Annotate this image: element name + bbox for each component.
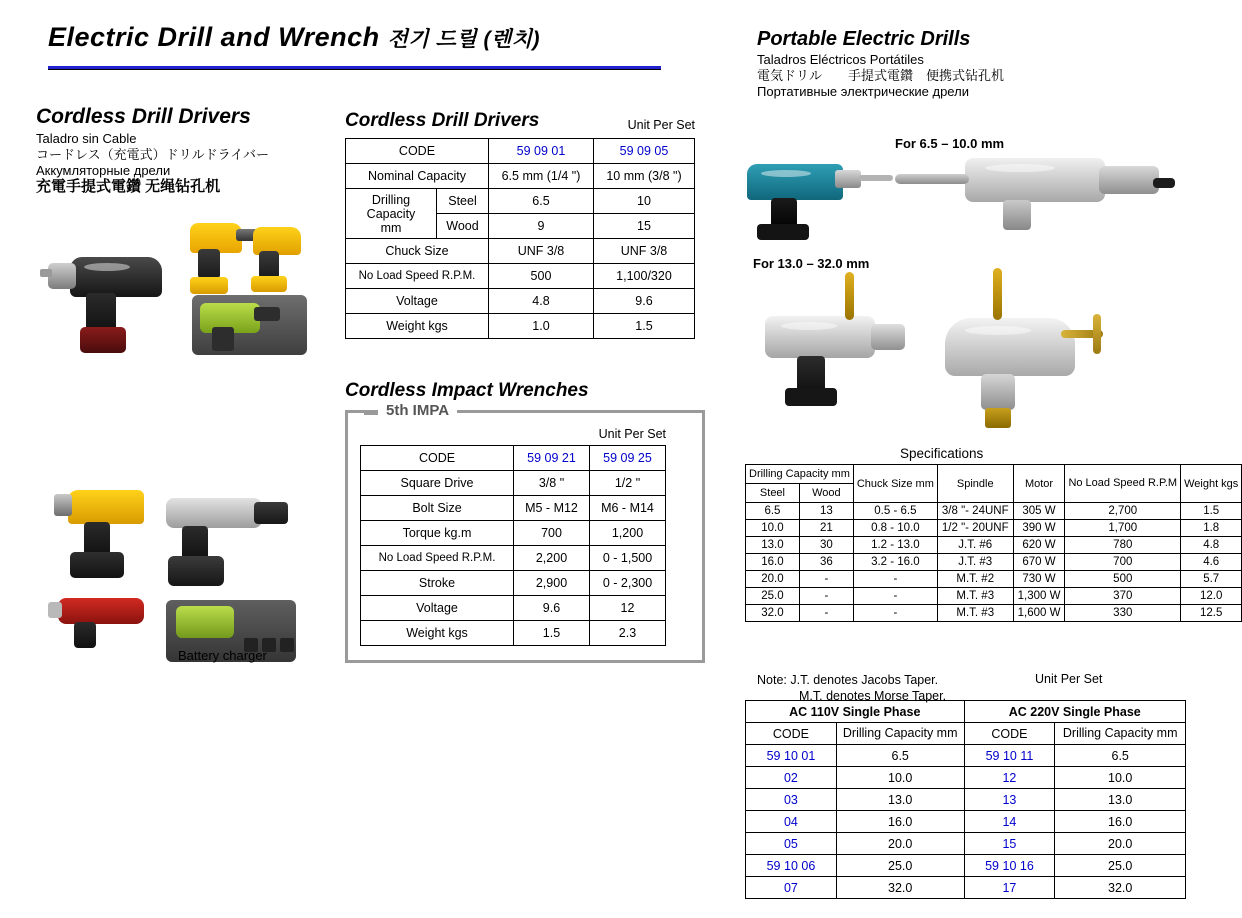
spec-hdr-wood: Wood — [799, 484, 853, 503]
ac-cell-code: 13 — [964, 789, 1055, 811]
ciw-cell: M5 - M12 — [514, 496, 590, 521]
ac-cell-code: 04 — [746, 811, 837, 833]
ac-cell-code: 14 — [964, 811, 1055, 833]
ac-group-110: AC 110V Single Phase — [746, 701, 965, 723]
ciw-row-label: Square Drive — [361, 471, 514, 496]
table-row — [746, 789, 1186, 811]
spec-cell: 700 — [1065, 554, 1181, 571]
ac-cell-code: 59 10 16 — [964, 855, 1055, 877]
ac-code-table — [745, 700, 1186, 899]
cdd-code-2: 59 09 05 — [593, 139, 694, 164]
ciw-table — [360, 445, 666, 646]
cordless-impact-wrenches-block — [345, 380, 700, 663]
right-subtitle-ru: Портативные электрические дрели — [757, 84, 969, 99]
cdd-cell: 1,100/320 — [593, 264, 694, 289]
table-row — [746, 877, 1186, 899]
cdd-cell: UNF 3/8 — [593, 239, 694, 264]
spec-cell: M.T. #3 — [937, 605, 1013, 622]
portable-electric-drills-heading — [757, 28, 1177, 100]
spec-cell: 1.2 - 13.0 — [853, 537, 937, 554]
cdd-cell: 1.0 — [488, 314, 593, 339]
photo-cordless-impact-wrenches — [48, 480, 328, 660]
ac-cell-code: 07 — [746, 877, 837, 899]
table-row — [346, 139, 695, 164]
spec-cell: 36 — [799, 554, 853, 571]
table-row — [746, 503, 1242, 520]
table-header-row — [746, 701, 1186, 723]
spec-cell: 620 W — [1013, 537, 1065, 554]
left-subtitle-ja: コードレス（充電式）ドリルドライバー — [36, 147, 269, 162]
spec-hdr-motor: Motor — [1013, 465, 1065, 503]
spec-cell: 1,300 W — [1013, 588, 1065, 605]
cdd-code-1: 59 09 01 — [488, 139, 593, 164]
spec-hdr-speed: No Load Speed R.P.M — [1065, 465, 1181, 503]
spec-cell: 21 — [799, 520, 853, 537]
table-row — [346, 314, 695, 339]
ciw-cell: 2,200 — [514, 546, 590, 571]
spec-cell: M.T. #3 — [937, 588, 1013, 605]
ciw-code-1: 59 09 21 — [514, 446, 590, 471]
left-subtitle-zh: 充電手提式電鑽 无绳钻孔机 — [36, 178, 221, 195]
ciw-cell: 0 - 1,500 — [590, 546, 666, 571]
spec-cell: 12.0 — [1181, 588, 1242, 605]
spec-cell: 5.7 — [1181, 571, 1242, 588]
ac-cell-code: 05 — [746, 833, 837, 855]
cordless-drill-drivers-table-block — [345, 110, 695, 339]
spec-cell: 25.0 — [746, 588, 800, 605]
spec-cell: 30 — [799, 537, 853, 554]
cdd-sub-wood: Wood — [437, 214, 489, 239]
spec-cell: 780 — [1065, 537, 1181, 554]
spec-cell: 390 W — [1013, 520, 1065, 537]
spec-cell: 2,700 — [1065, 503, 1181, 520]
spec-cell: 670 W — [1013, 554, 1065, 571]
ac-cell-code: 12 — [964, 767, 1055, 789]
photo-portable-drills-large — [745, 268, 1175, 438]
spec-cell: 1.8 — [1181, 520, 1242, 537]
cdd-cell: 10 — [593, 189, 694, 214]
ciw-unit-per-set: Unit Per Set — [598, 427, 666, 441]
spec-cell: 16.0 — [746, 554, 800, 571]
ac-unit-per-set: Unit Per Set — [1035, 672, 1103, 686]
ac-cell-cap: 32.0 — [1055, 877, 1186, 899]
ac-cell-code: 03 — [746, 789, 837, 811]
ac-cell-cap: 16.0 — [836, 811, 964, 833]
spec-cell: 10.0 — [746, 520, 800, 537]
ciw-cell: 1,200 — [590, 521, 666, 546]
cdd-cell: 9.6 — [593, 289, 694, 314]
ciw-row-label: No Load Speed R.P.M. — [361, 546, 514, 571]
table-row — [361, 596, 666, 621]
ciw-cell: 700 — [514, 521, 590, 546]
ac-code-table-wrap — [745, 700, 1186, 899]
ac-cell-code: 59 10 11 — [964, 745, 1055, 767]
page-title-en: Electric Drill and Wrench — [48, 22, 380, 52]
cdd-drilling-capacity-label: Drilling Capacity mm — [346, 189, 437, 239]
ciw-cell: 2.3 — [590, 621, 666, 646]
table-row — [361, 571, 666, 596]
header-rule — [48, 66, 661, 70]
spec-cell: - — [799, 605, 853, 622]
cdd-title: Cordless Drill Drivers — [345, 110, 540, 131]
page-title — [48, 22, 708, 53]
cdd-sub-steel: Steel — [437, 189, 489, 214]
cdd-cell: 1.5 — [593, 314, 694, 339]
ac-cell-cap: 32.0 — [836, 877, 964, 899]
ac-cell-cap: 6.5 — [836, 745, 964, 767]
ciw-row-label: Voltage — [361, 596, 514, 621]
spec-note-line1: Note: J.T. denotes Jacobs Taper. — [757, 673, 939, 687]
ac-cell-cap: 20.0 — [836, 833, 964, 855]
spec-cell: M.T. #2 — [937, 571, 1013, 588]
table-row — [746, 520, 1242, 537]
table-header-row — [746, 723, 1186, 745]
ac-cell-code: 59 10 01 — [746, 745, 837, 767]
table-row — [361, 446, 666, 471]
table-row — [361, 521, 666, 546]
spec-cell: 1,600 W — [1013, 605, 1065, 622]
table-row — [346, 189, 695, 214]
spec-cell: - — [799, 571, 853, 588]
table-row — [346, 264, 695, 289]
table-row — [361, 621, 666, 646]
ciw-cell: 1/2 " — [590, 471, 666, 496]
ac-col-cap-220: Drilling Capacity mm — [1055, 723, 1186, 745]
table-header-row — [746, 465, 1242, 484]
ac-cell-code: 59 10 06 — [746, 855, 837, 877]
spec-cell: 3/8 "- 24UNF — [937, 503, 1013, 520]
ac-cell-cap: 13.0 — [1055, 789, 1186, 811]
spec-note-line2: M.T. denotes Morse Taper. — [799, 689, 947, 703]
spec-hdr-weight: Weight kgs — [1181, 465, 1242, 503]
table-row — [746, 811, 1186, 833]
spec-cell: 4.6 — [1181, 554, 1242, 571]
cdd-cell: 4.8 — [488, 289, 593, 314]
photo-portable-drills-small — [735, 148, 1175, 248]
table-row — [746, 554, 1242, 571]
spec-cell: 3.2 - 16.0 — [853, 554, 937, 571]
left-subtitle-ru: Аккумляторные дрели — [36, 163, 171, 178]
page-header — [48, 22, 708, 53]
spec-cell: 4.8 — [1181, 537, 1242, 554]
cdd-table — [345, 138, 695, 339]
table-row — [746, 571, 1242, 588]
spec-cell: 1,700 — [1065, 520, 1181, 537]
spec-cell: - — [853, 605, 937, 622]
ac-cell-cap: 10.0 — [836, 767, 964, 789]
table-row — [361, 471, 666, 496]
impa-frame — [345, 402, 705, 663]
ac-cell-code: 02 — [746, 767, 837, 789]
spec-cell: 0.5 - 6.5 — [853, 503, 937, 520]
spec-cell: 12.5 — [1181, 605, 1242, 622]
spec-cell: 6.5 — [746, 503, 800, 520]
ac-cell-cap: 20.0 — [1055, 833, 1186, 855]
spec-cell: 330 — [1065, 605, 1181, 622]
spec-cell: J.T. #6 — [937, 537, 1013, 554]
ac-cell-code: 15 — [964, 833, 1055, 855]
spec-cell: 730 W — [1013, 571, 1065, 588]
cdd-row-label: Voltage — [346, 289, 489, 314]
spec-cell: 32.0 — [746, 605, 800, 622]
specifications-table-wrap — [745, 464, 1242, 622]
left-section-title: Cordless Drill Drivers — [36, 105, 251, 128]
ciw-cell: M6 - M14 — [590, 496, 666, 521]
specifications-caption: Specifications — [900, 446, 984, 461]
ac-cell-cap: 16.0 — [1055, 811, 1186, 833]
left-subtitle-es: Taladro sin Cable — [36, 131, 137, 146]
cdd-row-label: CODE — [346, 139, 489, 164]
table-row — [346, 239, 695, 264]
table-row — [346, 289, 695, 314]
table-row — [746, 588, 1242, 605]
cdd-cell: 15 — [593, 214, 694, 239]
spec-cell: 13 — [799, 503, 853, 520]
cdd-cell: 500 — [488, 264, 593, 289]
photo-label-13-32mm: For 13.0 – 32.0 mm — [753, 256, 870, 271]
ac-cell-code: 17 — [964, 877, 1055, 899]
cdd-row-label: Weight kgs — [346, 314, 489, 339]
cdd-row-label: No Load Speed R.P.M. — [346, 264, 489, 289]
cdd-row-label: Nominal Capacity — [346, 164, 489, 189]
spec-cell: 20.0 — [746, 571, 800, 588]
table-row — [746, 745, 1186, 767]
spec-cell: 0.8 - 10.0 — [853, 520, 937, 537]
photo-label-6-10mm: For 6.5 – 10.0 mm — [895, 136, 1005, 151]
impa-badge-line — [364, 412, 378, 415]
ac-col-cap-110: Drilling Capacity mm — [836, 723, 964, 745]
cordless-drill-drivers-heading — [36, 105, 326, 195]
ciw-cell: 0 - 2,300 — [590, 571, 666, 596]
ciw-cell: 2,900 — [514, 571, 590, 596]
spec-hdr-steel: Steel — [746, 484, 800, 503]
ciw-row-label: Torque kg.m — [361, 521, 514, 546]
specifications-table — [745, 464, 1242, 622]
right-section-title: Portable Electric Drills — [757, 28, 971, 50]
cdd-cell: 10 mm (3/8 ") — [593, 164, 694, 189]
spec-hdr-spindle: Spindle — [937, 465, 1013, 503]
page-title-kr: 전기 드릴 (렌치) — [387, 28, 540, 51]
table-row — [746, 833, 1186, 855]
right-subtitle-es: Taladros Eléctricos Portátiles — [757, 52, 924, 67]
ac-group-220: AC 220V Single Phase — [964, 701, 1186, 723]
table-row — [746, 605, 1242, 622]
spec-cell: 1.5 — [1181, 503, 1242, 520]
spec-cell: 370 — [1065, 588, 1181, 605]
spec-cell: 1/2 "- 20UNF — [937, 520, 1013, 537]
photo-cordless-drill-drivers — [40, 215, 330, 360]
cdd-cell: 9 — [488, 214, 593, 239]
cdd-cell: UNF 3/8 — [488, 239, 593, 264]
spec-cell: - — [853, 588, 937, 605]
table-row — [361, 546, 666, 571]
table-row — [346, 164, 695, 189]
spec-hdr-chuck: Chuck Size mm — [853, 465, 937, 503]
spec-cell: 500 — [1065, 571, 1181, 588]
spec-cell: 305 W — [1013, 503, 1065, 520]
impa-badge: 5th IMPA — [378, 402, 457, 419]
spec-cell: - — [853, 571, 937, 588]
table-row — [746, 855, 1186, 877]
ciw-row-label: Stroke — [361, 571, 514, 596]
table-row — [361, 496, 666, 521]
ac-cell-cap: 25.0 — [836, 855, 964, 877]
cdd-cell: 6.5 — [488, 189, 593, 214]
ciw-title: Cordless Impact Wrenches — [345, 380, 589, 401]
ciw-code-2: 59 09 25 — [590, 446, 666, 471]
spec-hdr-drilling: Drilling Capacity mm — [746, 465, 854, 484]
ac-cell-cap: 10.0 — [1055, 767, 1186, 789]
spec-cell: - — [799, 588, 853, 605]
ac-cell-cap: 13.0 — [836, 789, 964, 811]
spec-cell: J.T. #3 — [937, 554, 1013, 571]
ciw-cell: 12 — [590, 596, 666, 621]
ciw-row-label: Bolt Size — [361, 496, 514, 521]
ciw-cell: 1.5 — [514, 621, 590, 646]
battery-charger-caption: Battery charger — [178, 648, 267, 663]
table-row — [746, 767, 1186, 789]
right-subtitle-ja: 電気ドリル 手提式電鑽 便携式钻孔机 — [757, 68, 1005, 83]
ciw-cell: 3/8 " — [514, 471, 590, 496]
ac-col-code-110: CODE — [746, 723, 837, 745]
cdd-cell: 6.5 mm (1/4 ") — [488, 164, 593, 189]
cdd-row-label: Chuck Size — [346, 239, 489, 264]
ac-cell-cap: 25.0 — [1055, 855, 1186, 877]
ac-col-code-220: CODE — [964, 723, 1055, 745]
ciw-row-label: CODE — [361, 446, 514, 471]
ciw-cell: 9.6 — [514, 596, 590, 621]
ciw-row-label: Weight kgs — [361, 621, 514, 646]
cdd-unit-per-set: Unit Per Set — [627, 118, 695, 132]
spec-cell: 13.0 — [746, 537, 800, 554]
table-row — [746, 537, 1242, 554]
ac-cell-cap: 6.5 — [1055, 745, 1186, 767]
